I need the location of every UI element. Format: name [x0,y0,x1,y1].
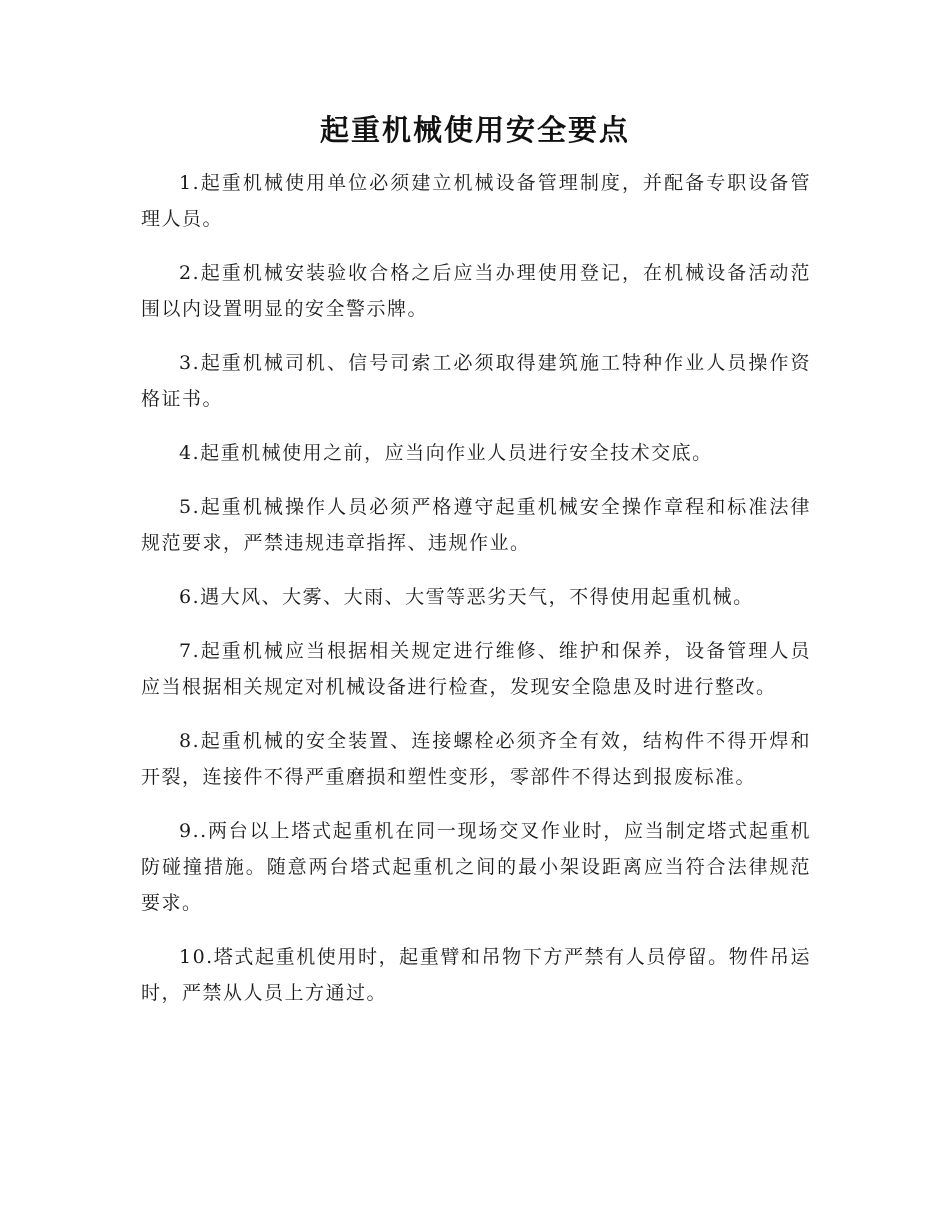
document-body [141,165,811,1029]
paragraph-7: 7.起重机械应当根据相关规定进行维修、维护和保养，设备管理人员应当根据相关规定对机械设备进行检查，发现安全隐患及时进行整改。 [141,640,811,698]
paragraph-3: 3.起重机械司机、信号司索工必须取得建筑施工特种作业人员操作资格证书。 [141,352,811,410]
paragraph-4: 4.起重机械使用之前，应当向作业人员进行安全技术交底。 [179,442,713,464]
paragraph-1: 1.起重机械使用单位必须建立机械设备管理制度，并配备专职设备管理人员。 [141,172,811,230]
paragraph-2: 2.起重机械安装验收合格之后应当办理使用登记，在机械设备活动范围以内设置明显的安全警示牌。 [141,262,811,320]
paragraph-5: 5.起重机械操作人员必须严格遵守起重机械安全操作章程和标准法律规范要求，严禁违规违章指挥、违规作业。 [141,496,811,554]
document-title: 起重机械使用安全要点 [319,113,630,147]
paragraph-10: 10.塔式起重机使用时，起重臂和吊物下方严禁有人员停留。物件吊运时，严禁从人员上方通过。 [141,946,811,1004]
paragraph-9: 9..两台以上塔式起重机在同一现场交叉作业时，应当制定塔式起重机防碰撞措施。随意两台塔式起重机之间的最小架设距离应当符合法律规范要求。 [141,820,811,914]
paragraph-6: 6.遇大风、大雾、大雨、大雪等恶劣天气，不得使用起重机械。 [179,586,754,608]
paragraph-8: 8.起重机械的安全装置、连接螺栓必须齐全有效，结构件不得开焊和开裂，连接件不得严重磨损和塑性变形，零部件不得达到报废标准。 [141,730,811,788]
